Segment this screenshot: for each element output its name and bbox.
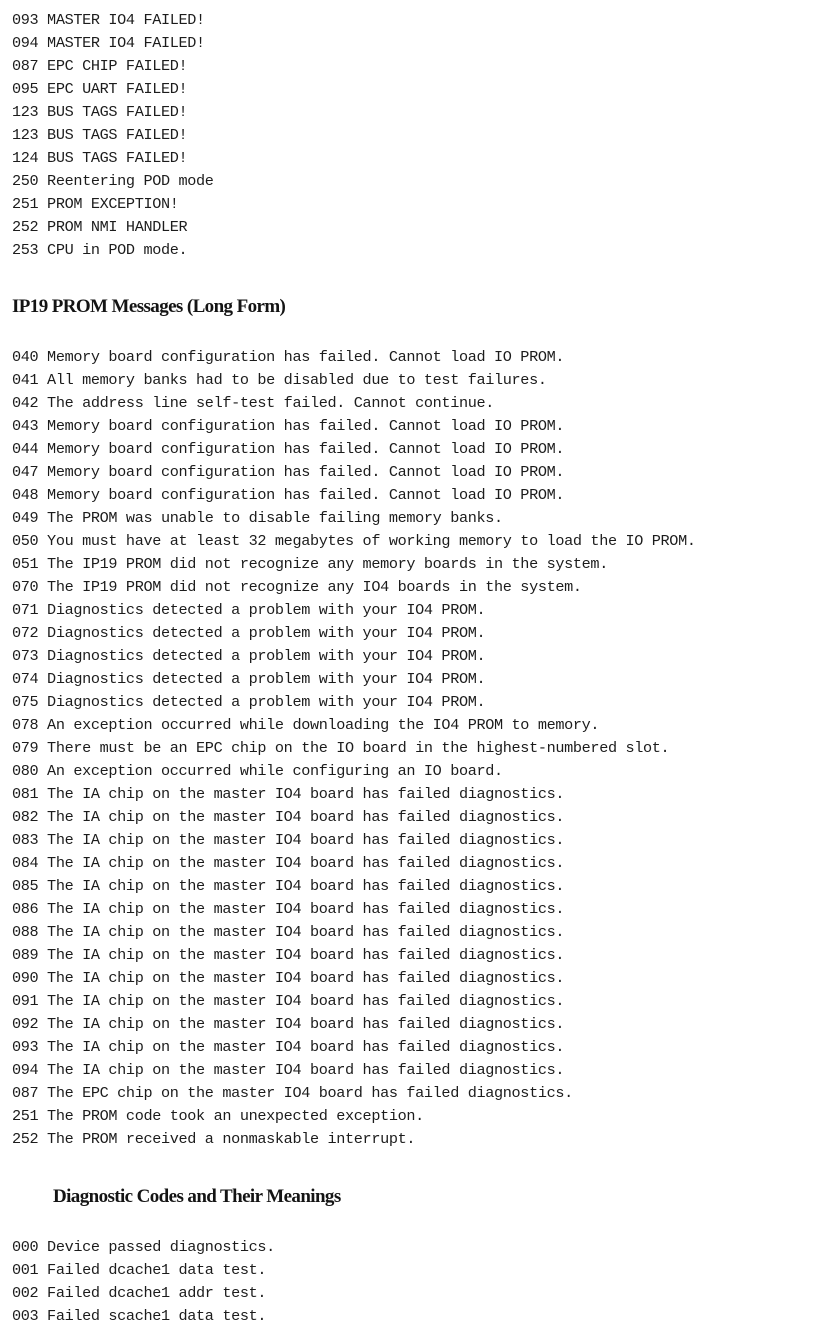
message-line: 074 Diagnostics detected a problem with your IO4 PROM. bbox=[12, 670, 486, 688]
message-line: 093 The IA chip on the master IO4 board has failed diagnostics. bbox=[12, 1038, 565, 1056]
message-line: 095 EPC UART FAILED! bbox=[12, 80, 188, 98]
message-line: 002 Failed dcache1 addr test. bbox=[12, 1284, 267, 1302]
message-line: 071 Diagnostics detected a problem with your IO4 PROM. bbox=[12, 601, 486, 619]
message-line: 085 The IA chip on the master IO4 board has failed diagnostics. bbox=[12, 877, 565, 895]
message-line: 094 MASTER IO4 FAILED! bbox=[12, 34, 205, 52]
message-line: 072 Diagnostics detected a problem with your IO4 PROM. bbox=[12, 624, 486, 642]
message-line: 094 The IA chip on the master IO4 board has failed diagnostics. bbox=[12, 1061, 565, 1079]
message-line: 093 MASTER IO4 FAILED! bbox=[12, 11, 205, 29]
message-line: 252 PROM NMI HANDLER bbox=[12, 218, 188, 236]
message-line: 090 The IA chip on the master IO4 board has failed diagnostics. bbox=[12, 969, 565, 987]
section-heading-long-form: IP19 PROM Messages (Long Form) bbox=[12, 296, 286, 317]
message-line: 082 The IA chip on the master IO4 board has failed diagnostics. bbox=[12, 808, 565, 826]
message-line: 086 The IA chip on the master IO4 board has failed diagnostics. bbox=[12, 900, 565, 918]
message-line: 123 BUS TAGS FAILED! bbox=[12, 126, 188, 144]
message-line: 253 CPU in POD mode. bbox=[12, 241, 188, 259]
message-line: 048 Memory board configuration has failed. Cannot load IO PROM. bbox=[12, 486, 565, 504]
message-line: 047 Memory board configuration has failed. Cannot load IO PROM. bbox=[12, 463, 565, 481]
message-line: 251 The PROM code took an unexpected exception. bbox=[12, 1107, 424, 1125]
section-heading-diagnostic-codes: Diagnostic Codes and Their Meanings bbox=[53, 1186, 341, 1207]
long-form-message-list bbox=[12, 346, 696, 1151]
message-line: 051 The IP19 PROM did not recognize any memory boards in the system. bbox=[12, 555, 608, 573]
message-line: 003 Failed scache1 data test. bbox=[12, 1307, 267, 1325]
message-line: 123 BUS TAGS FAILED! bbox=[12, 103, 188, 121]
message-line: 078 An exception occurred while downloading the IO4 PROM to memory. bbox=[12, 716, 600, 734]
message-line: 087 The EPC chip on the master IO4 board has failed diagnostics. bbox=[12, 1084, 573, 1102]
message-line: 087 EPC CHIP FAILED! bbox=[12, 57, 188, 75]
message-line: 042 The address line self-test failed. Cannot continue. bbox=[12, 394, 495, 412]
message-line: 043 Memory board configuration has failed. Cannot load IO PROM. bbox=[12, 417, 565, 435]
message-line: 000 Device passed diagnostics. bbox=[12, 1238, 275, 1256]
message-line: 252 The PROM received a nonmaskable interrupt. bbox=[12, 1130, 416, 1148]
message-line: 070 The IP19 PROM did not recognize any IO4 boards in the system. bbox=[12, 578, 582, 596]
message-line: 250 Reentering POD mode bbox=[12, 172, 214, 190]
message-line: 073 Diagnostics detected a problem with your IO4 PROM. bbox=[12, 647, 486, 665]
message-line: 049 The PROM was unable to disable failing memory banks. bbox=[12, 509, 503, 527]
message-line: 124 BUS TAGS FAILED! bbox=[12, 149, 188, 167]
message-line: 081 The IA chip on the master IO4 board has failed diagnostics. bbox=[12, 785, 565, 803]
message-line: 251 PROM EXCEPTION! bbox=[12, 195, 179, 213]
message-line: 044 Memory board configuration has failed. Cannot load IO PROM. bbox=[12, 440, 565, 458]
message-line: 001 Failed dcache1 data test. bbox=[12, 1261, 267, 1279]
message-line: 079 There must be an EPC chip on the IO board in the highest-numbered slot. bbox=[12, 739, 670, 757]
message-line: 089 The IA chip on the master IO4 board has failed diagnostics. bbox=[12, 946, 565, 964]
message-line: 040 Memory board configuration has failed. Cannot load IO PROM. bbox=[12, 348, 565, 366]
message-line: 080 An exception occurred while configuring an IO board. bbox=[12, 762, 503, 780]
message-line: 088 The IA chip on the master IO4 board has failed diagnostics. bbox=[12, 923, 565, 941]
short-form-message-list bbox=[12, 9, 214, 262]
message-line: 041 All memory banks had to be disabled due to test failures. bbox=[12, 371, 547, 389]
message-line: 050 You must have at least 32 megabytes of working memory to load the IO PROM. bbox=[12, 532, 696, 550]
message-line: 075 Diagnostics detected a problem with your IO4 PROM. bbox=[12, 693, 486, 711]
diagnostic-code-list bbox=[12, 1236, 275, 1328]
message-line: 083 The IA chip on the master IO4 board has failed diagnostics. bbox=[12, 831, 565, 849]
message-line: 084 The IA chip on the master IO4 board has failed diagnostics. bbox=[12, 854, 565, 872]
message-line: 092 The IA chip on the master IO4 board has failed diagnostics. bbox=[12, 1015, 565, 1033]
message-line: 091 The IA chip on the master IO4 board has failed diagnostics. bbox=[12, 992, 565, 1010]
